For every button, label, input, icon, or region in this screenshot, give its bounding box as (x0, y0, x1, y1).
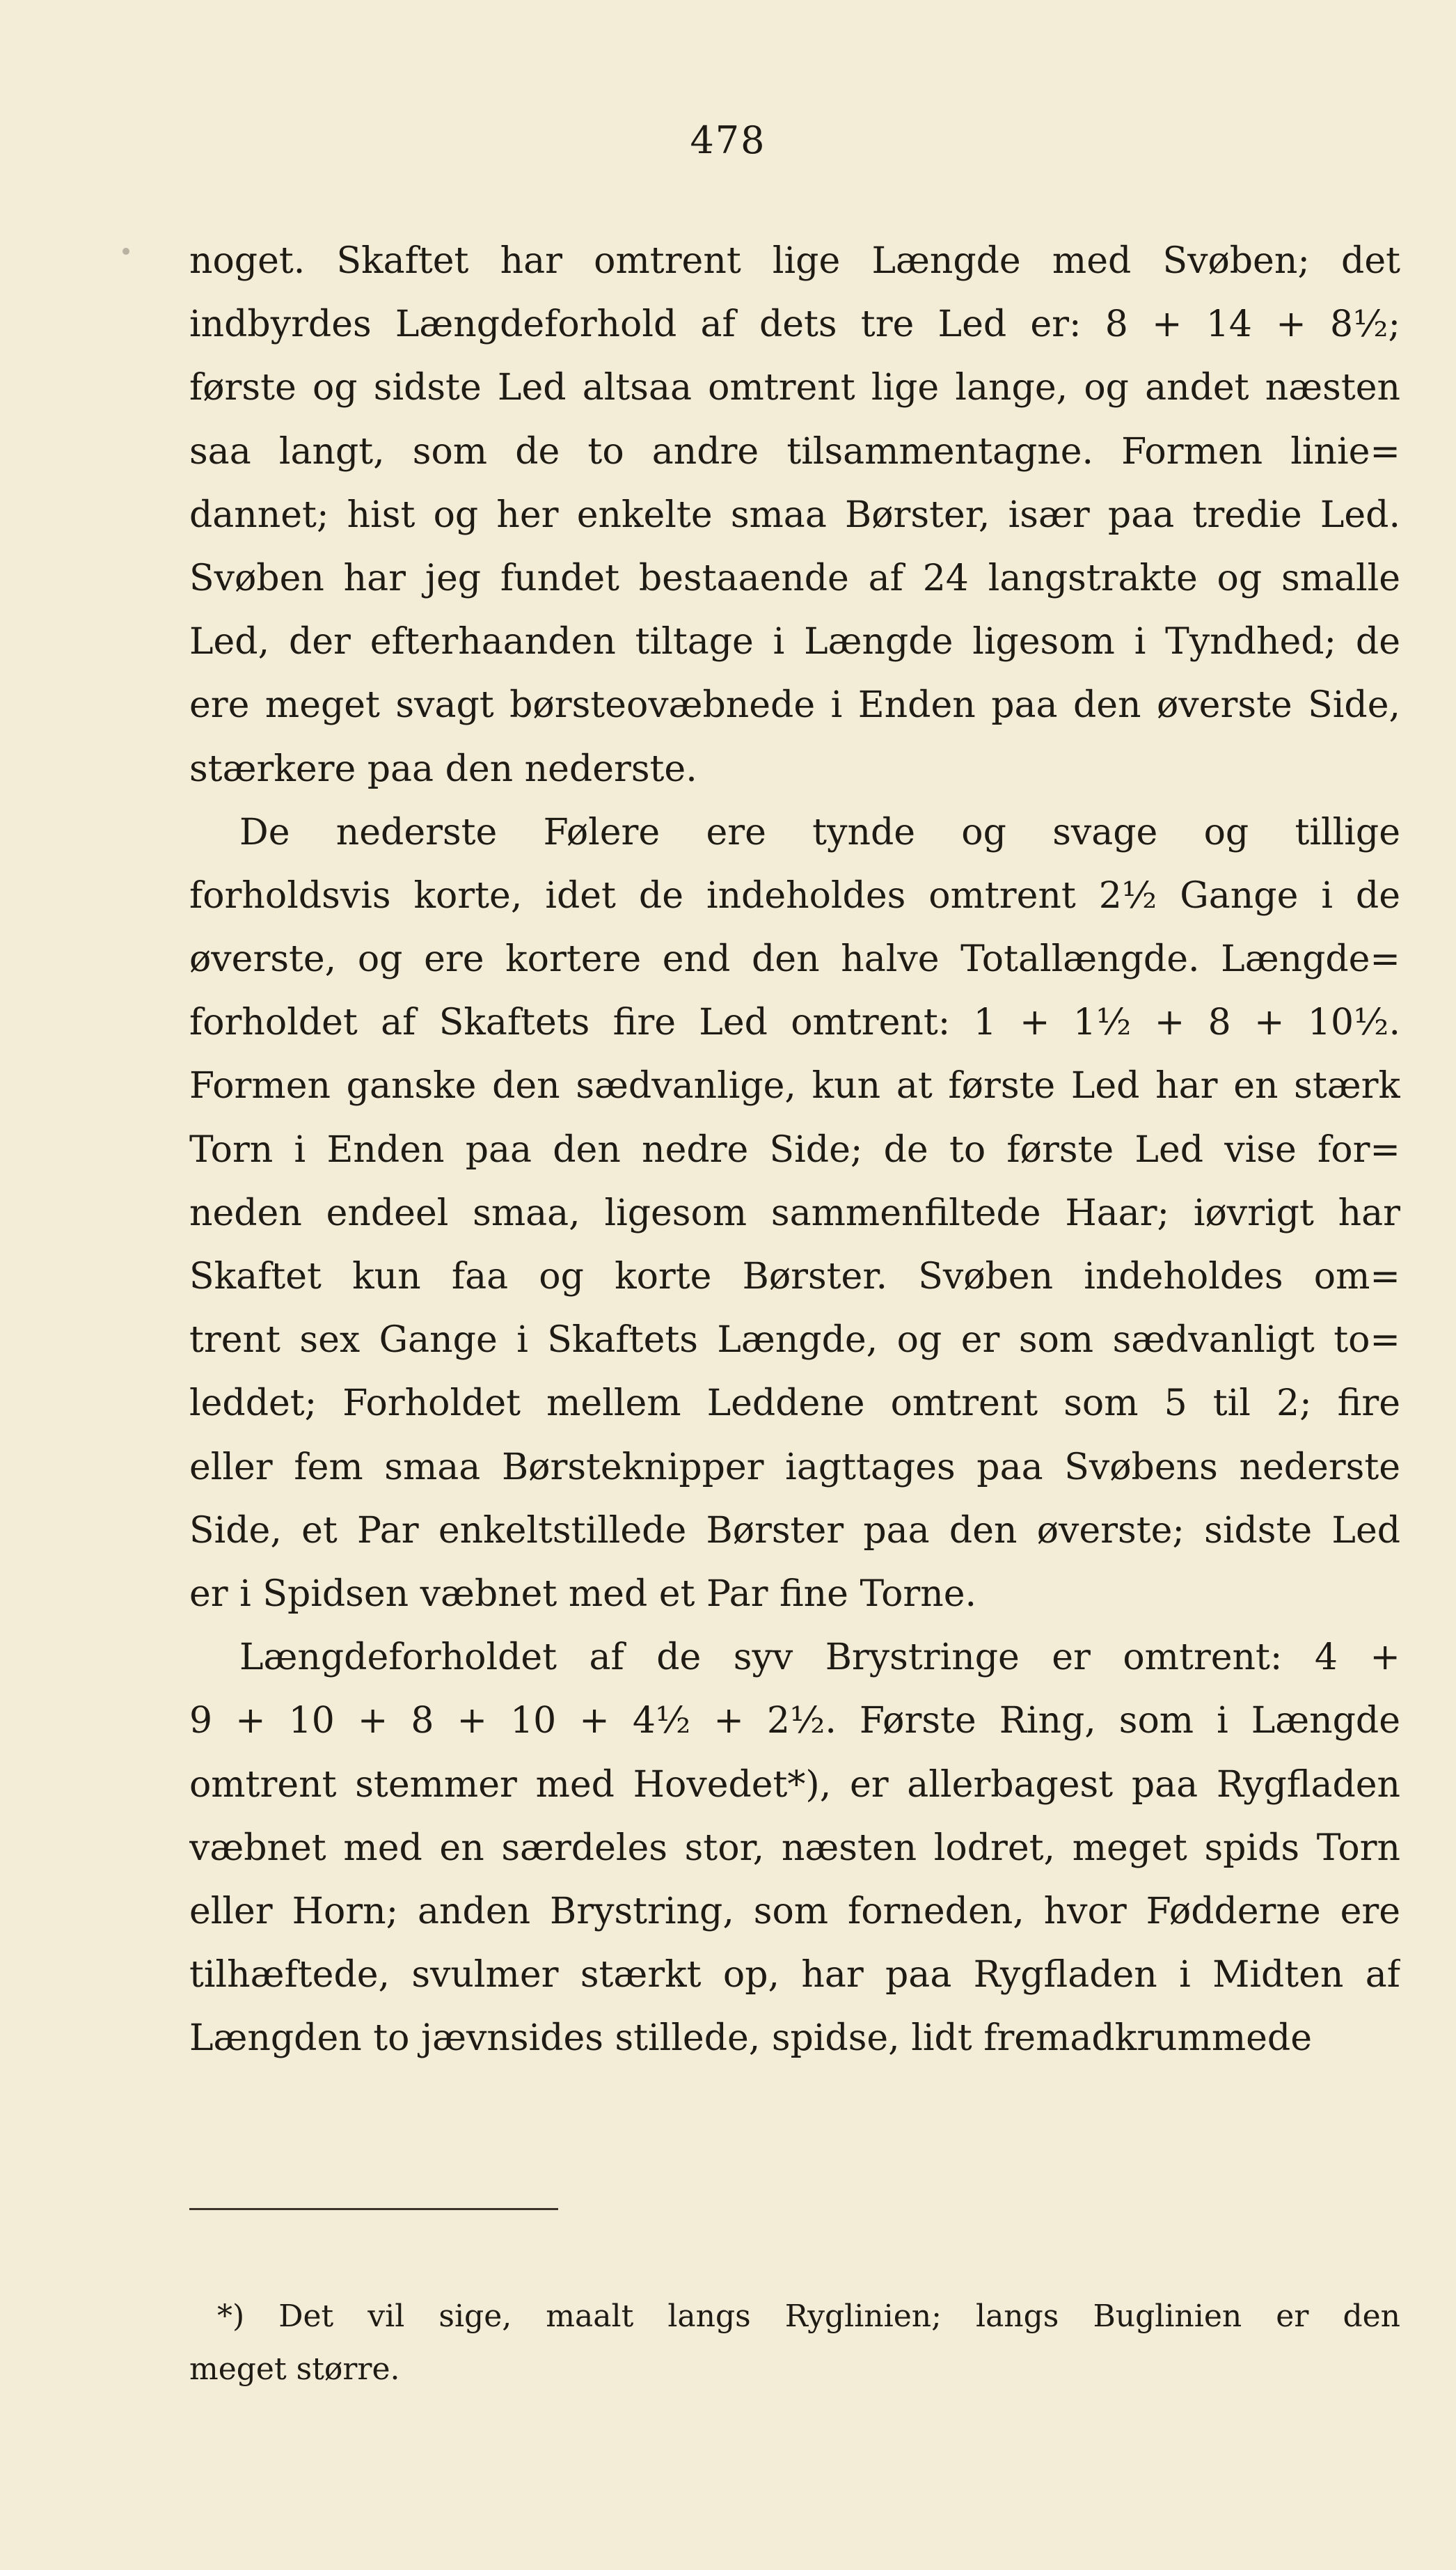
text-line: omtrent stemmer med Hovedet*), er allerbagest paa Rygfladen (189, 1763, 1400, 1806)
paragraph-start: Længdeforholdet af de syv Brystringe er omtrent: 4 + (239, 1637, 1400, 1679)
text-line: er i Spidsen væbnet med et Par fine Torne. (189, 1572, 977, 1615)
footnote-line: *) Det vil sige, maalt langs Ryglinien; langs Buglinien er den (217, 2299, 1400, 2334)
text-line: Svøben har jeg fundet bestaaende af 24 langstrakte og smalle (189, 557, 1400, 599)
text-line: indbyrdes Længdeforhold af dets tre Led er: 8 + 14 + 8½; (189, 303, 1400, 346)
text-line: 9 + 10 + 8 + 10 + 4½ + 2½. Første Ring, som i Længde (189, 1700, 1400, 1742)
footnote (189, 2290, 1400, 2396)
text-line: forholdsvis korte, idet de indeholdes omtrent 2½ Gange i de (189, 874, 1400, 917)
text-line: Torn i Enden paa den nedre Side; de to første Led vise for= (189, 1128, 1400, 1171)
text-line: Længden to jævnsides stillede, spidse, lidt fremadkrummede (189, 2017, 1312, 2060)
text-line: eller fem smaa Børsteknipper iagttages paa Svøbens nederste (189, 1446, 1400, 1488)
text-line: stærkere paa den nederste. (189, 748, 697, 790)
text-line: leddet; Forholdet mellem Leddene omtrent som 5 til 2; fire (189, 1382, 1400, 1425)
text-line: saa langt, som de to andre tilsammentagne. Formen linie= (189, 430, 1400, 473)
text-line: noget. Skaftet har omtrent lige Længde med Svøben; det (189, 240, 1400, 282)
text-line: første og sidste Led altsaa omtrent lige lange, og andet næsten (189, 367, 1400, 409)
text-line: forholdet af Skaftets fire Led omtrent: 1 + 1½ + 8 + 10½. (189, 1002, 1400, 1044)
paper-speck (122, 248, 129, 255)
text-line: Side, et Par enkeltstillede Børster paa den øverste; sidste Led (189, 1509, 1400, 1552)
text-line: eller Horn; anden Brystring, som forneden, hvor Fødderne ere (189, 1890, 1400, 1932)
text-line: væbnet med en særdeles stor, næsten lodret, meget spids Torn (189, 1827, 1400, 1869)
footnote-line: meget større. (189, 2351, 400, 2387)
body-text (189, 230, 1400, 2070)
text-line: Formen ganske den sædvanlige, kun at første Led har en stærk (189, 1065, 1400, 1107)
paragraph-start: De nederste Følere ere tynde og svage og tillige (239, 811, 1400, 853)
text-line: trent sex Gange i Skaftets Længde, og er som sædvanligt to= (189, 1319, 1400, 1362)
text-line: Skaftet kun faa og korte Børster. Svøben indeholdes om= (189, 1256, 1400, 1298)
text-line: Led, der efterhaanden tiltage i Længde ligesom i Tyndhed; de (189, 621, 1400, 663)
text-line: tilhæftede, svulmer stærkt op, har paa Rygfladen i Midten af (189, 1954, 1400, 1996)
page-number: 478 (690, 118, 766, 162)
text-line: neden endeel smaa, ligesom sammenfiltede Haar; iøvrigt har (189, 1192, 1400, 1234)
text-line: ere meget svagt børsteovæbnede i Enden paa den øverste Side, (189, 684, 1400, 727)
text-line: dannet; hist og her enkelte smaa Børster, især paa tredie Led. (189, 494, 1400, 536)
footnote-divider (189, 2208, 558, 2210)
text-line: øverste, og ere kortere end den halve Totallængde. Længde= (189, 938, 1400, 981)
